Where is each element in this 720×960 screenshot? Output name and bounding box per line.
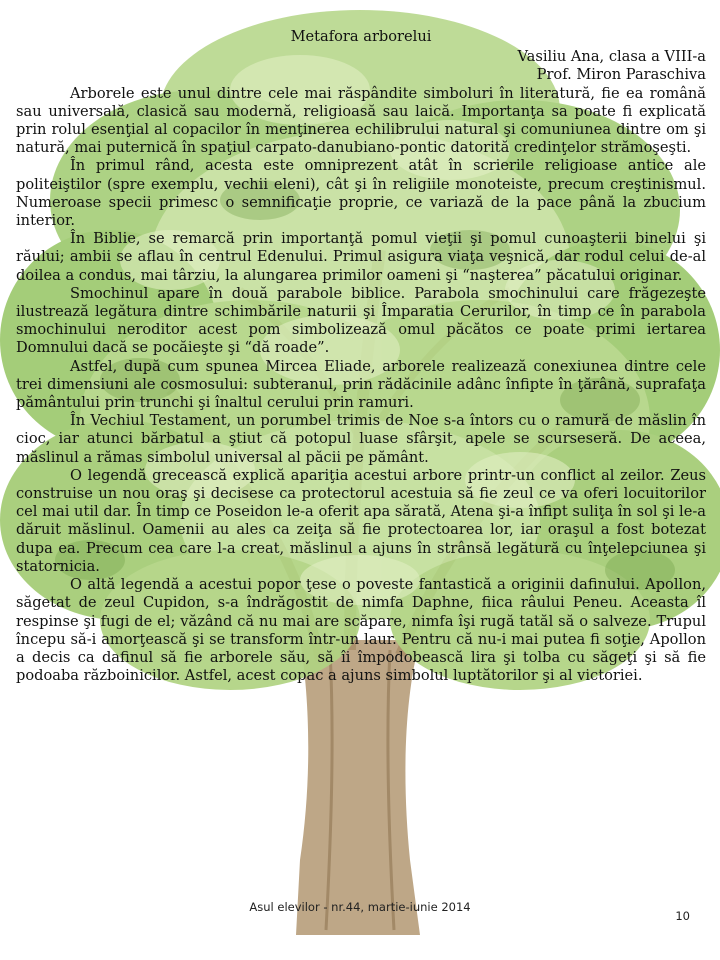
article-author: Vasiliu Ana, clasa a VIII-a bbox=[517, 48, 706, 66]
paragraph: În Vechiul Testament, un porumbel trimis de Noe s-a întors cu o ramură de măslin în cioc, iar atunci bărbatul a ştiut că potopul luase sfârşit, apele se scurseseră. De aceea, măslinul a rămas simbolul universal al păcii pe pământ. bbox=[16, 412, 706, 466]
article bbox=[16, 28, 706, 685]
article-teacher: Prof. Miron Paraschiva bbox=[536, 66, 706, 84]
footer-publication: Asul elevilor - nr.44, martie-iunie 2014 bbox=[249, 900, 471, 914]
paragraph: Astfel, după cum spunea Mircea Eliade, arborele realizează conexiunea dintre cele trei dimensiuni ale cosmosului: subteranul, prin rădăcinile adânc înfipte în ţărână, suprafaţa pământului prin trunchi şi înaltul cerului prin ramuri. bbox=[16, 357, 706, 412]
paragraph: Smochinul apare în două parabole biblice. Parabola smochinului care frăgezeşte ilustrează legătura dintre schimbările naturii şi Împaratia Cerurilor, în timp ce în parabola smochinului neroditor acest pom simbolizează omul păcătos ce poate primi iertarea Domnului dacă se pocăieşte şi “dă roade”. bbox=[16, 284, 706, 357]
paragraph: O altă legendă a acestui popor ţese o poveste fantastică a originii dafinului. Apollon, săgetat de zeul Cupidon, s-a îndrăgostit de nimfa Daphne, fiica râului Peneu. Aceasta îl respinse şi fugi de el; văzând că nu mai are scăpare, nimfa îşi rugă tatăl să o salveze. Trupul începu să-i amorţească şi se transform într-un laur. Pentru că nu-i mai putea fi soţie, Apollon a decis ca dafinul să fie arborele său, să îi împodobească lira şi tolba cu săgeţi şi să fie podoaba războinicilor. Astfel, acest copac a ajuns simbolul luptătorilor şi al victoriei. bbox=[16, 576, 706, 685]
paragraph: În primul rând, acesta este omniprezent atât în scrierile religioase antice ale politeiştilor (spre exemplu, vechii eleni), cât şi în religiile monoteiste, precum creştinismul. Numeroase specii primesc o semnificaţie proprie, ce variază de la pace până la zbucium interior. bbox=[16, 157, 706, 230]
paragraph: În Biblie, se remarcă prin importanţă pomul vieţii şi pomul cunoaşterii binelui şi răului; ambii se aflau în centrul Edenului. Primul asigura viaţa veşnică, dar rodul celui de-al doilea a condus, mai târziu, la alungarea primilor oameni şi “naşterea” păcatului originar. bbox=[16, 230, 706, 284]
page-number: 10 bbox=[675, 909, 690, 923]
paragraph: O legendă grecească explică apariţia acestui arbore printr-un conflict al zeilor. Zeus construise un nou oraş şi decisese ca protectorul acestuia să fie zeul ce va oferi locuitorilor cel mai util dar. În timp ce Poseidon le-a oferit apa sărată, Atena şi-a înfipt suliţa în sol şi le-a dăruit măslinul. Oamenii au ales ca zeiţa să fie protectoarea lor, iar oraşul a fost botezat dupa ea. Precum cea care l-a creat, măslinul a ajuns în strânsă legătură cu înţelepciunea şi statornicia. bbox=[16, 466, 706, 575]
article-title: Metafora arborelui bbox=[290, 28, 432, 45]
paragraph: Arborele este unul dintre cele mai răspândite simboluri în literatură, fie ea română sau universală, clasică sau modernă, religioasă sau laică. Importanţa sa poate fi explicată prin rolul esenţial al copacilor în menţinerea echilibrului natural şi comuniunea dintre om şi natură, mai puternică în spaţiul carpato-danubiano-pontic datorită credinţelor strămoşeşti. bbox=[16, 84, 706, 157]
